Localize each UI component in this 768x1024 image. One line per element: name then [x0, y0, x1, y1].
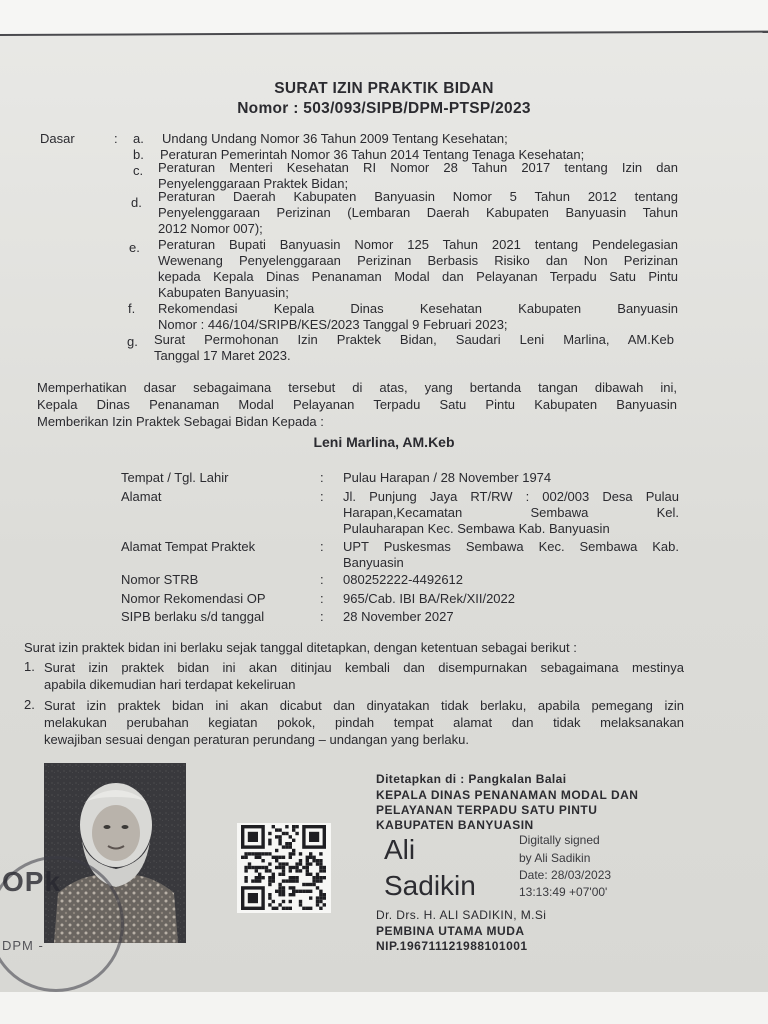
text-line: Penyelenggaraan Praktek Bidan; — [158, 176, 349, 191]
stamp-text: DPM - — [2, 938, 44, 953]
dasar-item-letter: e. — [129, 240, 140, 255]
detail-value: 28 November 2027 — [343, 609, 454, 624]
text-line: kepada Kepala Dinas Penanaman Modal dan Pelayanan Terpadu Satu Pintu — [158, 269, 678, 284]
detail-value: Pulau Harapan / 28 November 1974 — [343, 470, 552, 485]
dasar-item-letter: a. — [133, 131, 144, 146]
digital-signature-line: by Ali Sadikin — [519, 851, 591, 865]
detail-colon: : — [320, 489, 324, 504]
text-line: apabila dikemudian hari terdapat kekeliruan — [44, 677, 296, 692]
detail-label: Nomor STRB — [121, 572, 199, 587]
office-line: KEPALA DINAS PENANAMAN MODAL DAN — [376, 788, 639, 802]
text-line: Memberikan Izin Praktek Sebagai Bidan Kepada : — [37, 414, 324, 429]
dasar-item-text — [158, 237, 678, 301]
detail-colon: : — [320, 539, 324, 554]
official-name: Dr. Drs. H. ALI SADIKIN, M.Si — [376, 908, 547, 922]
dasar-item-letter: c. — [133, 163, 144, 178]
signature-name-last: Sadikin — [384, 870, 476, 901]
text-line: Harapan,Kecamatan Sembawa Kel. — [343, 505, 679, 520]
document-title: SURAT IZIN PRAKTIK BIDAN — [274, 80, 494, 97]
detail-label: Alamat — [121, 489, 162, 504]
digital-signature-line: 13:13:49 +07'00' — [519, 885, 608, 899]
document-number: Nomor : 503/093/SIPB/DPM-PTSP/2023 — [237, 100, 531, 117]
text-line: Wewenang Penyelenggaraan Perizinan Berbasis Risiko dan Non Perizinan — [158, 253, 678, 268]
recipient-name: Leni Marlina, AM.Keb — [313, 434, 455, 450]
text-line: Rekomendasi Kepala Dinas Kesehatan Kabupaten Banyuasin — [158, 301, 678, 316]
dasar-item-letter: d. — [131, 195, 142, 210]
text-line: Surat izin praktek bidan ini akan dicabut dan dinyatakan tidak berlaku, apabila pemegang izin — [44, 698, 684, 713]
text-line: Surat izin praktek bidan ini akan ditinjau kembali dan disempurnakan sebagaimana mestinya — [44, 660, 684, 675]
intro-paragraph — [37, 379, 677, 430]
text-line: kewajiban sesuai dengan peraturan perundang – undangan yang berlaku. — [44, 732, 469, 747]
text-line: Kepala Dinas Penanaman Modal Pelayanan Terpadu Satu Pintu Kabupaten Banyuasin — [37, 397, 677, 412]
text-line: Peraturan Menteri Kesehatan RI Nomor 28 Tahun 2017 tentang Izin dan — [158, 160, 678, 175]
detail-value: 080252222-4492612 — [343, 572, 464, 587]
condition-number: 2. — [24, 697, 35, 712]
official-nip: NIP.196711121988101001 — [376, 939, 528, 953]
digital-signature-line: Date: 28/03/2023 — [519, 868, 612, 882]
dasar-item-text: Peraturan Pemerintah Nomor 36 Tahun 2014 Tentang Tenaga Kesehatan; — [160, 147, 585, 162]
text-line: Peraturan Bupati Banyuasin Nomor 125 Tahun 2021 tentang Pendelegasian — [158, 237, 678, 252]
detail-colon: : — [320, 591, 324, 606]
dasar-label: Dasar — [40, 131, 75, 146]
text-line: Banyuasin — [343, 555, 404, 570]
detail-colon: : — [320, 609, 324, 624]
text-line: melakukan perubahan kegiatan pokok, pindah tempat alamat dan tidak melaksanakan — [44, 715, 684, 730]
text-line: Kabupaten Banyuasin; — [158, 285, 289, 300]
detail-value — [343, 539, 679, 571]
dasar-item-text — [158, 160, 678, 192]
stamp-text: OPk — [2, 866, 62, 897]
text-line: Pulauharapan Kec. Sembawa Kab. Banyuasin — [343, 521, 610, 536]
detail-label: Alamat Tempat Praktek — [121, 539, 256, 554]
condition-text — [44, 659, 684, 693]
dasar-item-letter: g. — [127, 334, 138, 349]
text-line: Memperhatikan dasar sebagaimana tersebut di atas, yang bertanda tangan dibawah ini, — [37, 380, 677, 395]
text-line: Nomor : 446/104/SRIPB/KES/2023 Tanggal 9 Februari 2023; — [158, 317, 508, 332]
office-line: PELAYANAN TERPADU SATU PINTU — [376, 803, 598, 817]
paper-bottom-edge — [0, 992, 768, 1024]
office-line: KABUPATEN BANYUASIN — [376, 818, 534, 832]
text-line: Tanggal 17 Maret 2023. — [154, 348, 291, 363]
paper-top-edge — [0, 0, 768, 36]
detail-label: Tempat / Tgl. Lahir — [121, 470, 229, 485]
qr-code — [237, 823, 331, 913]
official-rank: PEMBINA UTAMA MUDA — [376, 924, 525, 938]
dasar-item-text — [158, 189, 678, 237]
dasar-item-text — [158, 301, 678, 333]
dasar-item-letter: f. — [128, 301, 136, 316]
detail-value: 965/Cab. IBI BA/Rek/XII/2022 — [343, 591, 515, 606]
detail-colon: : — [320, 572, 324, 587]
conditions-intro: Surat izin praktek bidan ini berlaku sejak tanggal ditetapkan, dengan ketentuan sebagai berikut : — [24, 640, 577, 655]
detail-label: SIPB berlaku s/d tanggal — [121, 609, 265, 624]
text-line: Jl. Punjung Jaya RT/RW : 002/003 Desa Pulau — [343, 489, 679, 504]
ditetapkan-line: Ditetapkan di : Pangkalan Balai — [376, 772, 567, 786]
detail-colon: : — [320, 470, 324, 485]
signature-name-first: Ali — [384, 834, 416, 865]
text-line: 2012 Nomor 007); — [158, 221, 263, 236]
dasar-item-text — [154, 332, 674, 364]
condition-text — [44, 697, 684, 748]
digital-signature-line: Digitally signed — [519, 833, 600, 847]
text-line: Surat Permohonan Izin Praktek Bidan, Saudari Leni Marlina, AM.Keb — [154, 332, 674, 347]
condition-number: 1. — [24, 659, 35, 674]
dasar-item-text: Undang Undang Nomor 36 Tahun 2009 Tentang Kesehatan; — [162, 131, 508, 146]
text-line: Penyelenggaraan Perizinan (Lembaran Daerah Kabupaten Banyuasin Tahun — [158, 205, 678, 220]
text-line: UPT Puskesmas Sembawa Kec. Sembawa Kab. — [343, 539, 679, 554]
detail-label: Nomor Rekomendasi OP — [121, 591, 266, 606]
dasar-item-letter: b. — [133, 147, 144, 162]
qr-code-icon — [237, 823, 331, 913]
dasar-colon: : — [114, 131, 118, 146]
detail-value — [343, 489, 679, 537]
text-line: Peraturan Daerah Kabupaten Banyuasin Nomor 5 Tahun 2012 tentang — [158, 189, 678, 204]
